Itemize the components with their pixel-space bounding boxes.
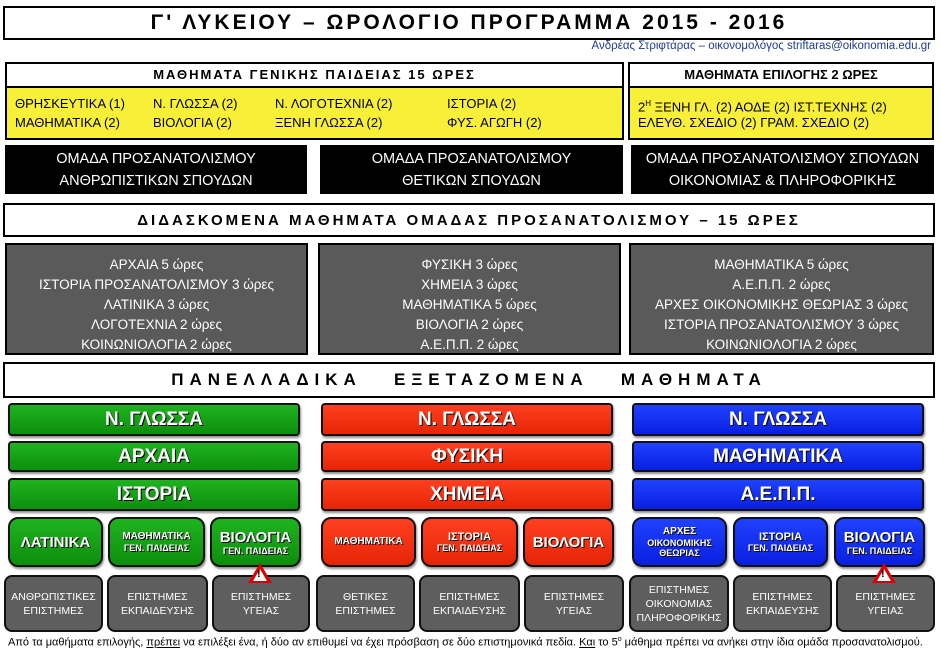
general-education-box: [5, 62, 624, 140]
science-field: ΘΕΤΙΚΕΣ ΕΠΙΣΤΗΜΕΣ: [316, 575, 415, 632]
elective-box: [628, 62, 934, 140]
taught-subject: ΛΟΓΟΤΕΧΝΙΑ 2 ώρες: [91, 317, 222, 332]
fifth-subject-option: ΒΙΟΛΟΓΙΑ: [523, 517, 614, 567]
taught-subject: ΙΣΤΟΡΙΑ ΠΡΟΣΑΝΑΤΟΛΙΣΜΟΥ 3 ώρες: [664, 317, 899, 332]
taught-subject: ΜΑΘΗΜΑΤΙΚΑ 5 ώρες: [714, 257, 849, 272]
elective-header: ΜΑΘΗΜΑΤΑ ΕΠΙΛΟΓΗΣ 2 ΩΡΕΣ: [630, 64, 932, 88]
general-subject: ΦΥΣ. ΑΓΩΓΗ (2): [447, 115, 542, 130]
taught-economics: [629, 243, 934, 355]
orientation-economics: ΟΜΑΔΑ ΠΡΟΣΑΝΑΤΟΛΙΣΜΟΥ ΣΠΟΥΔΩΝ ΟΙΚΟΝΟΜΙΑΣ & ΠΛΗΡΟΦΟΡΙΚΗΣ: [631, 145, 934, 194]
elective-line-1: $2^H$ ΞΕΝΗ ΓΛ. (2) ΑΟΔΕ (2) ΙΣΤ.ΤΕΧΝΗΣ (2): [638, 99, 887, 115]
taught-subject: Α.Ε.Π.Π. 2 ώρες: [732, 277, 831, 292]
exam-subjects-header: ΠΑΝΕΛΛΑΔΙΚΑ ΕΞΕΤΑΖΟΜΕΝΑ ΜΑΘΗΜΑΤΑ: [3, 362, 935, 398]
orientation-humanities: ΟΜΑΔΑ ΠΡΟΣΑΝΑΤΟΛΙΣΜΟΥ ΑΝΘΡΩΠΙΣΤΙΚΩΝ ΣΠΟΥΔΩΝ: [5, 145, 307, 194]
taught-humanities: [5, 243, 308, 355]
general-subject: ΙΣΤΟΡΙΑ (2): [447, 96, 517, 111]
orientation-sciences: ΟΜΑΔΑ ΠΡΟΣΑΝΑΤΟΛΙΣΜΟΥ ΘΕΤΙΚΩΝ ΣΠΟΥΔΩΝ: [320, 145, 623, 194]
fifth-subject-option: ΙΣΤΟΡΙΑ ΓΕΝ. ΠΑΙΔΕΙΑΣ: [421, 517, 518, 567]
general-subject: Ν. ΛΟΓΟΤΕΧΝΙΑ (2): [275, 96, 393, 111]
science-field: ΕΠΙΣΤΗΜΕΣ ΕΚΠΑΙΔΕΥΣΗΣ: [107, 575, 208, 632]
taught-subject: ΙΣΤΟΡΙΑ ΠΡΟΣΑΝΑΤΟΛΙΣΜΟΥ 3 ώρες: [39, 277, 274, 292]
exam-subject-economics: Α.Ε.Π.Π.: [632, 478, 924, 511]
elective-list: [630, 88, 932, 138]
warning-icon: !: [872, 563, 896, 585]
exam-subject-humanities: Ν. ΓΛΩΣΣΑ: [8, 403, 300, 436]
science-field: ΕΠΙΣΤΗΜΕΣ ΟΙΚΟΝΟΜΙΑΣ ΠΛΗΡΟΦΟΡΙΚΗΣ: [629, 575, 729, 632]
general-subject: Ν. ΓΛΩΣΣΑ (2): [153, 96, 238, 111]
exam-subject-humanities: ΙΣΤΟΡΙΑ: [8, 478, 300, 511]
science-field: ΑΝΘΡΩΠΙΣΤΙΚΕΣ ΕΠΙΣΤΗΜΕΣ: [4, 575, 103, 632]
science-field: ΕΠΙΣΤΗΜΕΣ ΕΚΠΑΙΔΕΥΣΗΣ: [733, 575, 832, 632]
taught-subject: ΜΑΘΗΜΑΤΙΚΑ 5 ώρες: [402, 297, 537, 312]
exam-subject-sciences: ΧΗΜΕΙΑ: [321, 478, 613, 511]
exam-subject-economics: Ν. ΓΛΩΣΣΑ: [632, 403, 924, 436]
exam-subject-economics: ΜΑΘΗΜΑΤΙΚΑ: [632, 441, 924, 472]
author-credit: Ανδρέας Στριφτάρας – οικονομολόγος striftaras@oikonomia.edu.gr: [591, 40, 931, 52]
science-field: ΕΠΙΣΤΗΜΕΣ ΥΓΕΙΑΣ: [836, 575, 935, 632]
taught-subject: ΒΙΟΛΟΓΙΑ 2 ώρες: [415, 317, 524, 332]
fifth-subject-option: ΙΣΤΟΡΙΑ ΓΕΝ. ΠΑΙΔΕΙΑΣ: [733, 517, 828, 567]
general-subject: ΜΑΘΗΜΑΤΙΚΑ (2): [15, 115, 120, 130]
fifth-subject-option: ΛΑΤΙΝΙΚΑ: [8, 517, 103, 567]
fifth-subject-option: ΑΡΧΕΣ ΟΙΚΟΝΟΜΙΚΗΣ ΘΕΩΡΙΑΣ: [632, 517, 727, 567]
exam-subject-humanities: ΑΡΧΑΙΑ: [8, 441, 300, 472]
taught-subject: ΚΟΙΝΩΝΙΟΛΟΓΙΑ 2 ώρες: [81, 337, 232, 352]
fifth-subject-option: ΜΑΘΗΜΑΤΙΚΑ: [321, 517, 416, 567]
general-education-list: [7, 88, 622, 138]
footer-note: Από τα μαθήματα επιλογής, πρέπει να επιλέξει ένα, ή δύο αν επιθυμεί να έχει πρόσβαση σε δύο επιστημονικά πεδία. Και το $5^o$ μάθημα πρέπει να ανήκει στην ίδια ομάδα προσανατολισμού.: [8, 636, 923, 649]
taught-subject: ΛΑΤΙΝΙΚΑ 3 ώρες: [103, 297, 210, 312]
elective-line-2: ΕΛΕΥΘ. ΣΧΕΔΙΟ (2) ΓΡΑΜ. ΣΧΕΔΙΟ (2): [638, 115, 870, 130]
fifth-subject-option: ΜΑΘΗΜΑΤΙΚΑ ΓΕΝ. ΠΑΙΔΕΙΑΣ: [108, 517, 205, 567]
taught-subject: ΑΡΧΕΣ ΟΙΚΟΝΟΜΙΚΗΣ ΘΕΩΡΙΑΣ 3 ώρες: [654, 297, 908, 312]
general-subject: ΒΙΟΛΟΓΙΑ (2): [153, 115, 232, 130]
exam-subject-sciences: Ν. ΓΛΩΣΣΑ: [321, 403, 613, 436]
science-field: ΕΠΙΣΤΗΜΕΣ ΥΓΕΙΑΣ: [212, 575, 310, 632]
science-field: ΕΠΙΣΤΗΜΕΣ ΥΓΕΙΑΣ: [524, 575, 624, 632]
warning-icon: !: [248, 563, 272, 585]
taught-subject: ΑΡΧΑΙΑ 5 ώρες: [109, 257, 204, 272]
fifth-subject-option: ΒΙΟΛΟΓΙΑ ΓΕΝ. ΠΑΙΔΕΙΑΣ: [834, 517, 925, 567]
taught-subject: ΚΟΙΝΩΝΙΟΛΟΓΙΑ 2 ώρες: [706, 337, 857, 352]
taught-subjects-header: ΔΙΔΑΣΚΟΜΕΝΑ ΜΑΘΗΜΑΤΑ ΟΜΑΔΑΣ ΠΡΟΣΑΝΑΤΟΛΙΣΜΟΥ – 15 ΩΡΕΣ: [3, 203, 935, 237]
fifth-subject-option: ΒΙΟΛΟΓΙΑ ΓΕΝ. ΠΑΙΔΕΙΑΣ: [210, 517, 301, 567]
taught-sciences: [318, 243, 621, 355]
exam-subject-sciences: ΦΥΣΙΚΗ: [321, 441, 613, 472]
general-subject: ΞΕΝΗ ΓΛΩΣΣΑ (2): [275, 115, 383, 130]
taught-subject: ΦΥΣΙΚΗ 3 ώρες: [421, 257, 518, 272]
page-title: Γ' ΛΥΚΕΙΟΥ – ΩΡΟΛΟΓΙΟ ΠΡΟΓΡΑΜΜΑ 2015 - 2016: [3, 6, 935, 40]
taught-subject: Α.Ε.Π.Π. 2 ώρες: [420, 337, 519, 352]
general-subject: ΘΡΗΣΚΕΥΤΙΚΑ (1): [15, 96, 125, 111]
taught-subject: ΧΗΜΕΙΑ 3 ώρες: [421, 277, 518, 292]
general-education-header: ΜΑΘΗΜΑΤΑ ΓΕΝΙΚΗΣ ΠΑΙΔΕΙΑΣ 15 ΩΡΕΣ: [7, 64, 622, 88]
science-field: ΕΠΙΣΤΗΜΕΣ ΕΚΠΑΙΔΕΥΣΗΣ: [419, 575, 520, 632]
